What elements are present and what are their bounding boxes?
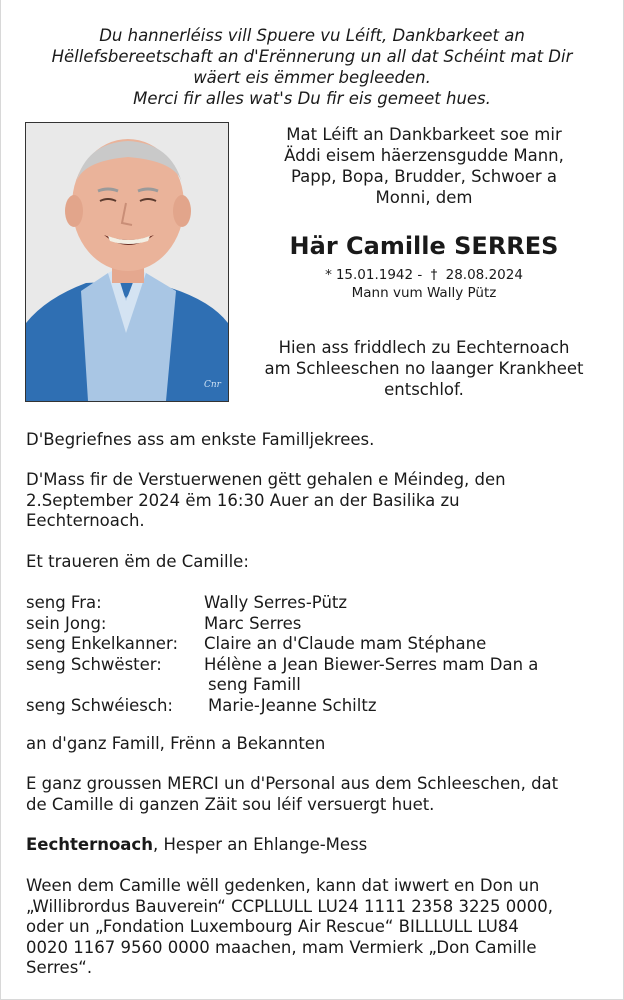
thanks-line: E ganz groussen MERCI un d'Personal aus dem Schleeschen, dat xyxy=(26,774,559,793)
mourner-row xyxy=(26,593,606,614)
svg-text:Cnr: Cnr xyxy=(204,380,221,390)
donation-text xyxy=(26,876,606,979)
mourner-relation: seng Schwéiesch: xyxy=(26,695,173,715)
donation-line: 0020 1167 9560 0000 maachen, mam Vermierk „Don Camille xyxy=(26,937,537,957)
mass-line: 2.September 2024 ëm 16:30 Auer an der Basilika zu xyxy=(26,490,460,510)
death-date: 28.08.2024 xyxy=(445,267,523,283)
mourner-names: Claire an d'Claude mam Stéphane xyxy=(204,634,487,653)
donation-line: „Willibrordus Bauverein“ CCPLLULL LU24 1111 2358 3225 0000, xyxy=(26,896,553,916)
life-dates xyxy=(238,266,610,284)
mourner-relation: seng Schwëster: xyxy=(26,654,162,674)
intro-line: Äddi eisem häerzensgudde Mann, xyxy=(284,146,564,165)
mourner-names: Marie-Jeanne Schiltz xyxy=(208,695,377,715)
passing-line: entschlof. xyxy=(384,380,464,399)
passing-line: am Schleeschen no laanger Krankheet xyxy=(264,359,584,378)
deceased-name: Här Camille SERRES xyxy=(289,232,559,260)
donation-line: Serres“. xyxy=(26,958,93,977)
mourner-row-continuation xyxy=(26,675,606,696)
death-symbol: † xyxy=(430,267,438,283)
intro-text xyxy=(238,124,610,208)
mourner-row xyxy=(26,614,606,635)
mourner-names: Wally Serres-Pütz xyxy=(204,593,348,612)
place-line xyxy=(26,835,606,856)
mourner-relation: seng Enkelkanner: xyxy=(26,634,179,653)
donation-line: oder un „Fondation Luxembourg Air Rescue“ BILLLULL LU84 xyxy=(26,917,519,936)
mourner-names-continuation: seng Famill xyxy=(208,675,301,694)
place-rest: , Hesper an Ehlange-Mess xyxy=(152,835,368,854)
spouse-line: Mann vum Wally Pütz xyxy=(351,285,497,301)
passing-line: Hien ass friddlech zu Eechternoach xyxy=(278,338,570,357)
extended-family xyxy=(26,734,606,755)
mass-line: Eechternoach. xyxy=(26,511,145,530)
mourner-relation: seng Fra: xyxy=(26,593,102,612)
thanks-text xyxy=(26,774,606,815)
mourners-list xyxy=(26,593,606,716)
motto-line: Du hannerléiss vill Spuere vu Léift, Dankbarkeet an xyxy=(99,26,525,45)
place-town: Eechternoach xyxy=(26,835,153,854)
intro-line: Mat Léift an Dankbarkeet soe mir xyxy=(286,125,562,144)
mourner-row xyxy=(26,634,606,655)
mourner-row xyxy=(26,696,606,717)
birth-symbol: * xyxy=(325,267,332,283)
place-text xyxy=(26,835,606,856)
motto-line: wäert eis ëmmer begleeden. xyxy=(193,68,431,87)
mourner-relation: sein Jong: xyxy=(26,613,107,633)
mourner-names: Hélène a Jean Biewer-Serres mam Dan a xyxy=(204,654,539,674)
mourner-row xyxy=(26,655,606,676)
mourning-intro xyxy=(26,552,606,573)
extended-family-line: an d'ganz Famill, Frënn a Bekannten xyxy=(26,734,326,753)
birth-date: 15.01.1942 - xyxy=(335,267,423,283)
intro-line: Monni, dem xyxy=(375,188,473,207)
mourning-intro-line: Et traueren ëm de Camille: xyxy=(26,552,249,571)
motto-line: Hëllefsbereetschaft an d'Erënnerung un all dat Schéint mat Dir xyxy=(51,47,573,66)
portrait-photo xyxy=(25,122,229,402)
mass-line: D'Mass fir de Verstuerwenen gëtt gehalen e Méindeg, den xyxy=(26,470,506,489)
passing-text xyxy=(238,337,610,400)
motto-line: Merci fir alles wat's Du fir eis gemeet hues. xyxy=(133,89,491,108)
donation-line: Ween dem Camille wëll gedenken, kann dat iwwert en Don un xyxy=(26,876,540,895)
thanks-line: de Camille di ganzen Zäit sou léif versuergt huet. xyxy=(26,794,435,814)
intro-line: Papp, Bopa, Brudder, Schwoer a xyxy=(290,167,558,186)
mourner-names: Marc Serres xyxy=(204,613,302,633)
mass-notice xyxy=(26,470,606,532)
burial-notice xyxy=(26,430,606,451)
motto xyxy=(0,25,624,109)
burial-line: D'Begriefnes ass am enkste Familljekrees. xyxy=(26,430,375,449)
